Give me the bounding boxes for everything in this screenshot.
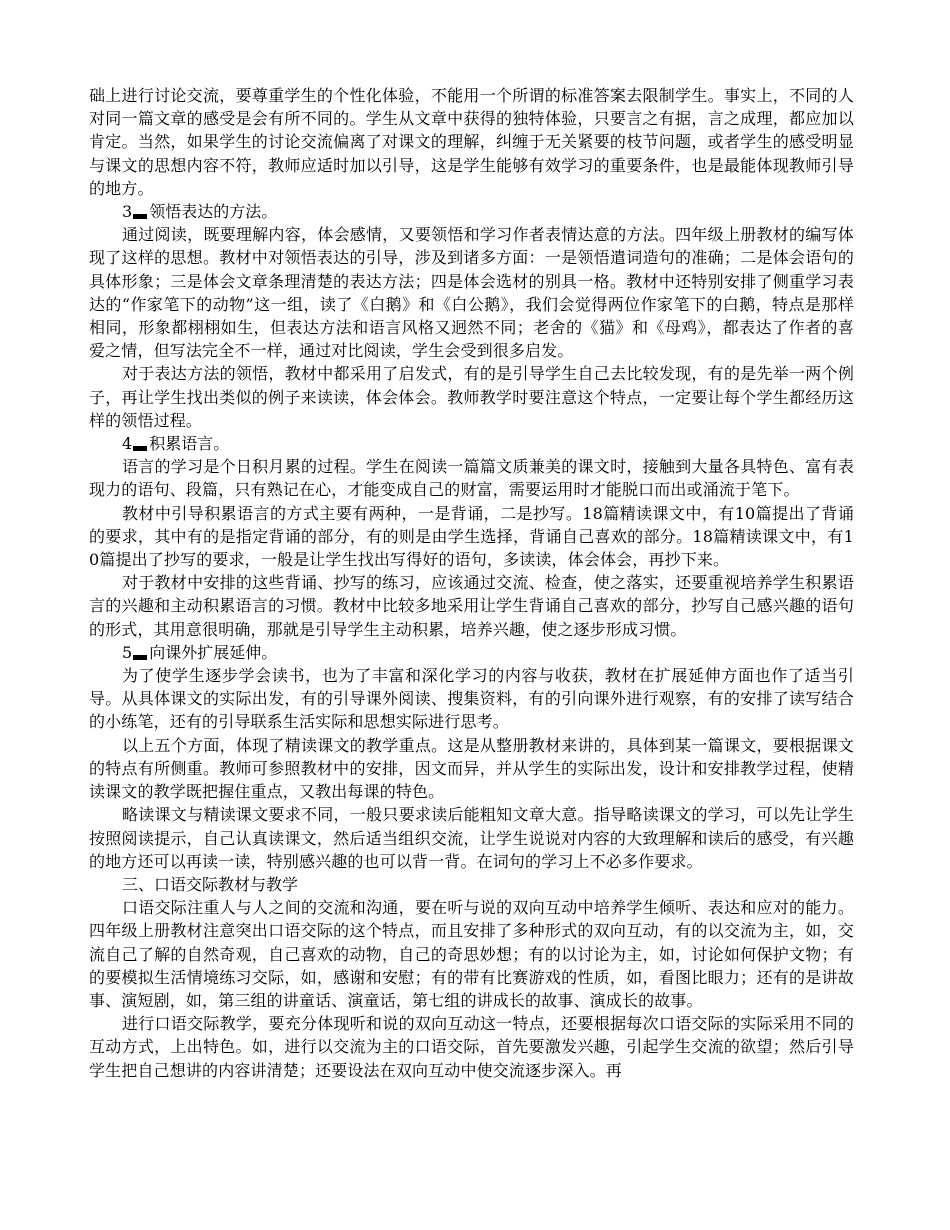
- section-heading-3: 三、口语交际教材与教学: [122, 874, 299, 894]
- item-heading-text: 积累语言。: [149, 434, 230, 454]
- item-heading-3: [89, 200, 854, 223]
- paragraph-9: 略读课文与精读课文要求不同，一般只要求读后能粗知文章大意。指导略读课文的学习，可以先让学生按照阅读提示，自己认真读课文，然后适当组织交流，让学生说说对内容的大致理解和读后的感受，有兴趣的地方还可以再读一读，特别感兴趣的也可以背一背。在词句的学习上不必多作要求。: [89, 805, 854, 871]
- item-number: 4: [122, 434, 133, 454]
- item-heading-text: 领悟表达的方法。: [149, 202, 278, 222]
- paragraph-7: 为了使学生逐步学会读书，也为了丰富和深化学习的内容与收获，教材在扩展延伸方面也作了适当引导。从具体课文的实际出发，有的引导课外阅读、搜集资料，有的引向课外进行观察，有的安排了读写结合的小练笔，还有的引导联系生活实际和思想实际进行思考。: [89, 666, 854, 732]
- paragraph-10: 口语交际注重人与人之间的交流和沟通，要在听与说的双向互动中培养学生倾听、表达和应对的能力。四年级上册教材注意突出口语交际的这个特点，而且安排了多种形式的双向互动，有的以交流为主，如，交流自己了解的自然奇观，自己喜欢的动物，自己的奇思妙想；有的以讨论为主，如，讨论如何保护文物；有的要模拟生活情境练习交际，如，感谢和安慰；有的带有比赛游戏的性质，如，看图比眼力；还有的是讲故事、演短剧，如，第三组的讲童话、演童话，第七组的讲成长的故事、演成长的故事。: [89, 898, 854, 1010]
- separator-mark: [133, 655, 147, 660]
- item-number: 3: [122, 202, 133, 222]
- paragraph-3: 对于表达方法的领悟，教材中都采用了启发式，有的是引导学生自己去比较发现，有的是先举一两个例子，再让学生找出类似的例子来读读，体会体会。教师教学时要注意这个特点，一定要让每个学生都经历这样的领悟过程。: [89, 364, 854, 430]
- item-heading-4: [89, 432, 854, 455]
- item-heading-text: 向课外扩展延伸。: [149, 642, 278, 662]
- item-heading-5: [89, 641, 854, 664]
- paragraph-4: 语言的学习是个日积月累的过程。学生在阅读一篇篇文质兼美的课文时，接触到大量各具特色、富有表现力的语句、段篇，只有熟记在心，才能变成自己的财富，需要运用时才能脱口而出或涌流于笔下。: [89, 457, 854, 500]
- separator-mark: [133, 446, 147, 451]
- paragraph-2: 通过阅读，既要理解内容，体会感情，又要领悟和学习作者表情达意的方法。四年级上册教材的编写体现了这样的思想。教材中对领悟表达的引导，涉及到诸多方面：一是领悟遣词造句的准确；二是体会语句的具体形象；三是体会文章条理清楚的表达方法；四是体会选材的别具一格。教材中还特别安排了侧重学习表达的“作家笔下的动物”这一组，读了《白鹅》和《白公鹅》，我们会觉得两位作家笔下的白鹅，特点是那样相同，形象都栩栩如生，但表达方法和语言风格又迥然不同；老舍的《猫》和《母鸡》，都表达了作者的喜爱之情，但写法完全不一样，通过对比阅读，学生会受到很多启发。: [89, 225, 854, 361]
- paragraph-11: 进行口语交际教学，要充分体现听和说的双向互动这一特点，还要根据每次口语交际的实际采用不同的互动方式，上出特色。如，进行以交流为主的口语交际，首先要激发兴趣，引起学生交流的欲望；然后引导学生把自己想讲的内容讲清楚；还要设法在双向互动中使交流逐步深入。再: [89, 1014, 854, 1080]
- paragraph-8: 以上五个方面，体现了精读课文的教学重点。这是从整册教材来讲的，具体到某一篇课文，要根据课文的特点有所侧重。教师可参照教材中的安排，因文而异，并从学生的实际出发，设计和安排教学过程，使精读课文的教学既把握住重点，又教出每课的特色。: [89, 735, 854, 802]
- paragraph-1: 础上进行讨论交流，要尊重学生的个性化体验，不能用一个所谓的标准答案去限制学生。事实上，不同的人对同一篇文章的感受是会有所不同的。学生从文章中获得的独特体验，只要言之有据，言之成理，都应加以肯定。当然，如果学生的讨论交流偏离了对课文的理解，纠缠于无关紧要的枝节问题，或者学生的感受明显与课文的思想内容不符，教师应适时加以引导，这是学生能够有效学习的重要条件，也是最能体现教师引导的地方。: [89, 86, 854, 198]
- paragraph-6: 对于教材中安排的这些背诵、抄写的练习，应该通过交流、检查，使之落实，还要重视培养学生积累语言的兴趣和主动积累语言的习惯。教材中比较多地采用让学生背诵自己喜欢的部分，抄写自己感兴趣的语句的形式，其用意很明确，那就是引导学生主动积累，培养兴趣，使之逐步形成习惯。: [89, 573, 854, 639]
- item-number: 5: [122, 642, 133, 662]
- separator-mark: [133, 214, 147, 219]
- paragraph-5: 教材中引导积累语言的方式主要有两种，一是背诵，二是抄写。18篇精读课文中，有10篇提出了背诵的要求，其中有的是指定背诵的部分，有的则是由学生选择，背诵自己喜欢的部分。18篇精读课文中，有10篇提出了抄写的要求，一般是让学生找出写得好的语句，多读读，体会体会，再抄下来。: [89, 503, 854, 570]
